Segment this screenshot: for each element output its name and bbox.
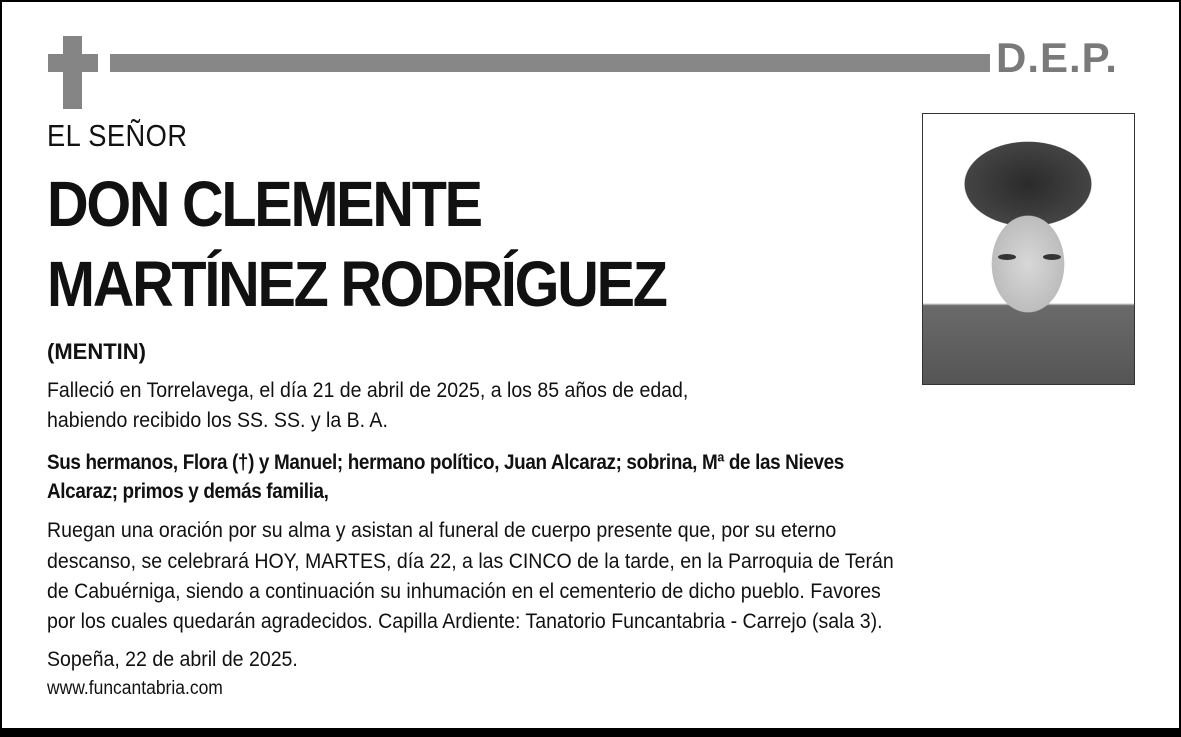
deceased-name-line1: DON CLEMENTE: [47, 168, 481, 240]
death-notice-line: habiendo recibido los SS. SS. y la B. A.: [47, 409, 388, 432]
death-notice-line: Falleció en Torrelavega, el día 21 de abril de 2025, a los 85 años de edad,: [47, 379, 689, 402]
deceased-name-line2: MARTÍNEZ RODRÍGUEZ: [47, 248, 666, 320]
family-line: Sus hermanos, Flora (†) y Manuel; hermano político, Juan Alcaraz; sobrina, Mª de las Nieves: [47, 451, 844, 474]
place-date: Sopeña, 22 de abril de 2025.: [47, 648, 298, 671]
dep-label: D.E.P.: [996, 34, 1118, 81]
header-rule: [110, 54, 990, 72]
website-link[interactable]: www.funcantabria.com: [47, 678, 223, 699]
bottom-border: [0, 728, 1181, 737]
funeral-line: de Cabuérniga, siendo a continuación su inhumación en el cementerio de dicho pueblo. Favores: [47, 580, 881, 603]
nickname: (MENTIN): [47, 339, 146, 364]
funeral-line: Ruegan una oración por su alma y asistan al funeral de cuerpo presente que, por su eterno: [47, 519, 837, 542]
funeral-line: descanso, se celebrará HOY, MARTES, día 22, a las CINCO de la tarde, en la Parroquia de Terán: [47, 550, 894, 573]
deceased-photo: [922, 113, 1135, 385]
funeral-line: por los cuales quedarán agradecidos. Capilla Ardiente: Tanatorio Funcantabria - Carrejo (sala 3).: [47, 610, 883, 633]
title-prefix: EL SEÑOR: [47, 118, 188, 153]
family-line: Alcaraz; primos y demás familia,: [47, 480, 329, 503]
